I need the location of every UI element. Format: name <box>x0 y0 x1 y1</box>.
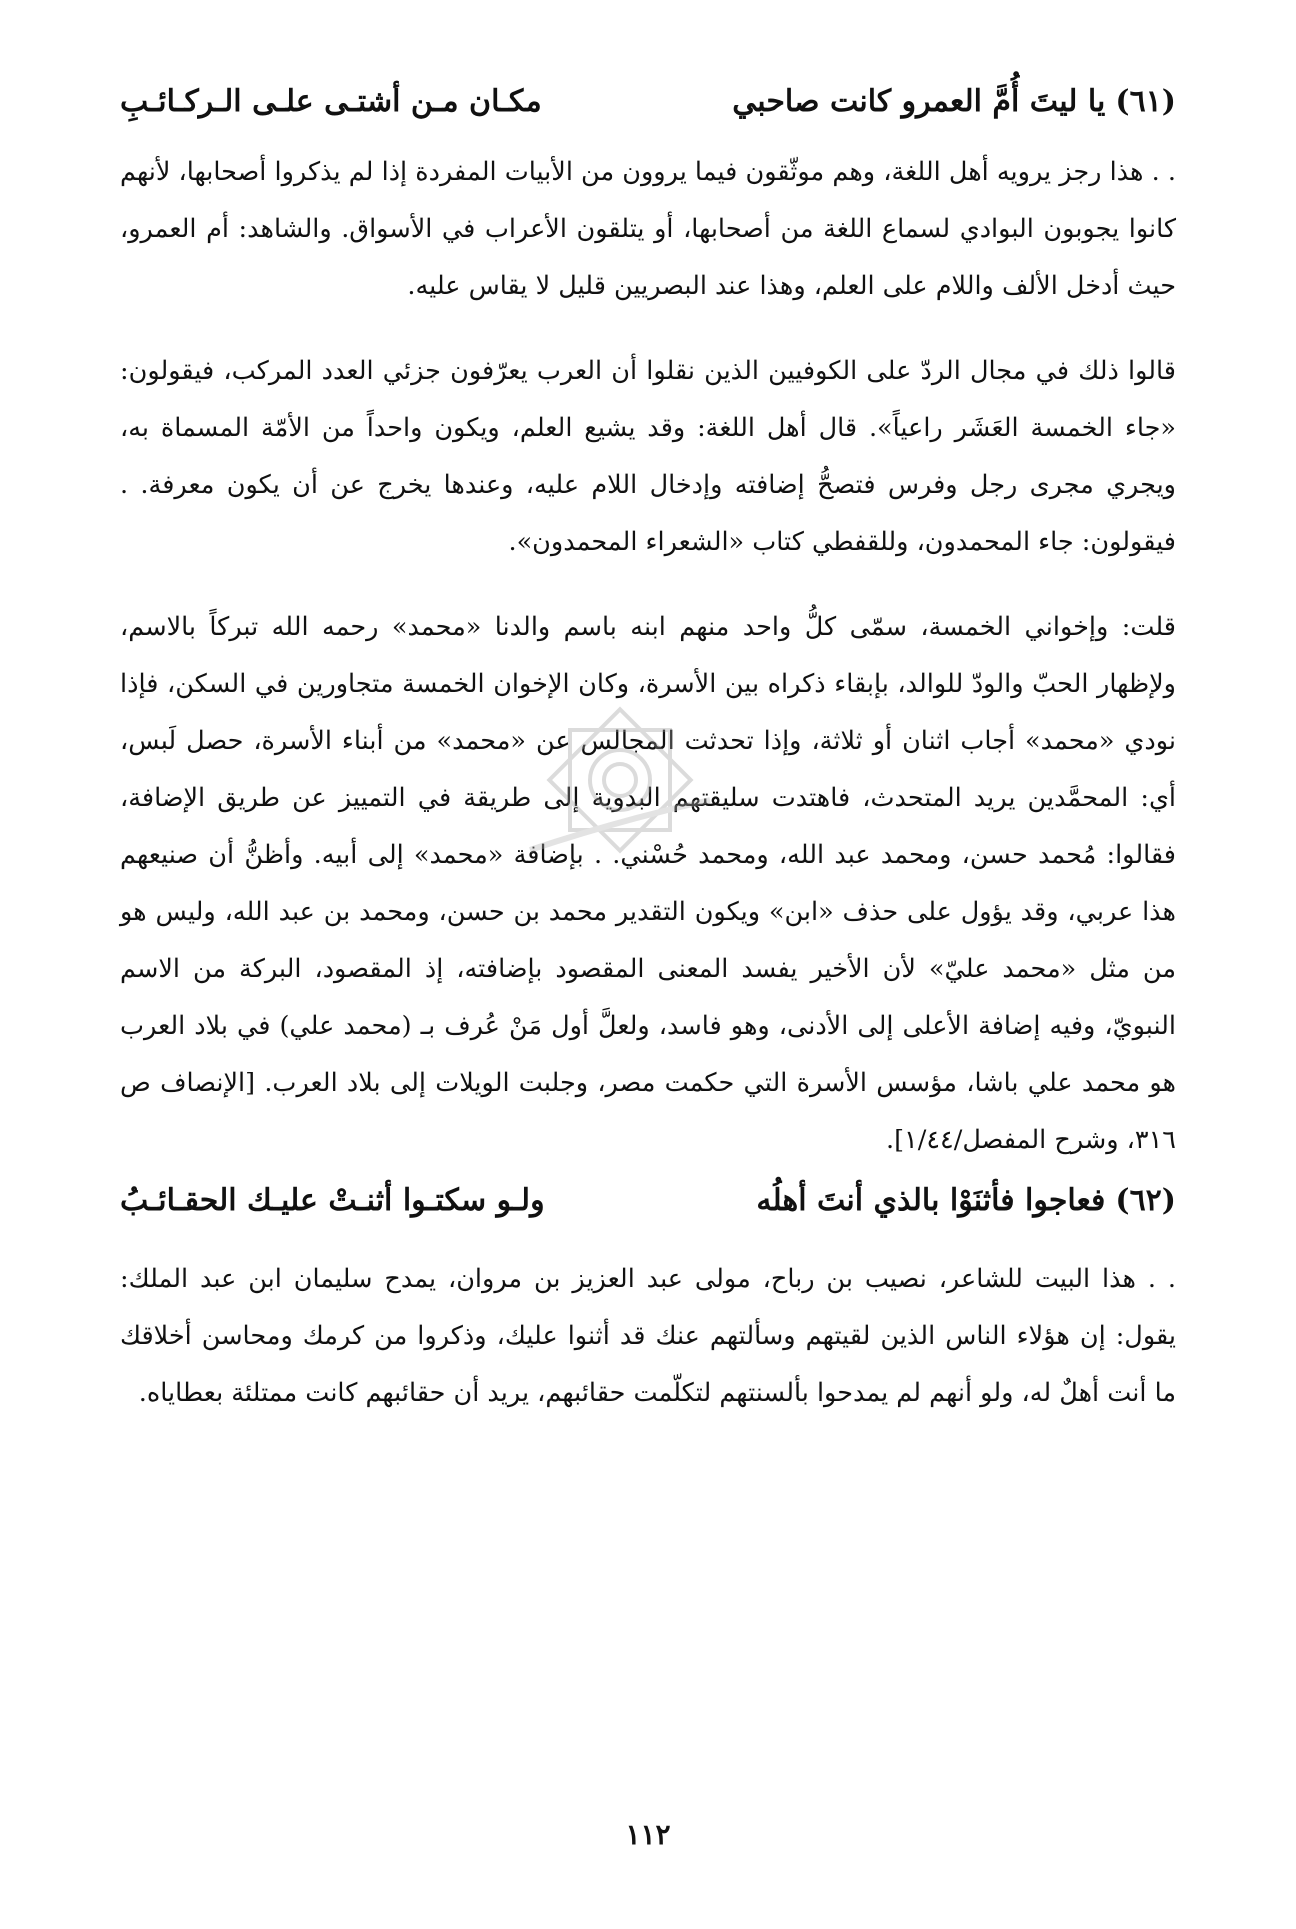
page-number: ١١٢ <box>625 1818 671 1851</box>
commentary-paragraph: . . هذا رجز يرويه أهل اللغة، وهم موثّقون فيما يروون من الأبيات المفردة إذا لم يذكروا أصحابها، لأنهم كانوا يجوبون البوادي لسماع اللغة من أصحابها، أو يتلقون الأعراب في الأسواق. والشاهد: أم العمرو، حيث أدخل الألف واللام على العلم، وهذا عند البصريين قليل لا يقاس عليه. <box>120 157 1176 301</box>
commentary-paragraph: قلت: وإخواني الخمسة، سمّى كلُّ واحد منهم ابنه باسم والدنا «محمد» رحمه الله تبركاً بالاسم، ولإظهار الحبّ والودّ للوالد، بإبقاء ذكراه بين الأسرة، وكان الإخوان الخمسة متجاورين في السكن، فإذا نودي «محمد» أجاب اثنان أو ثلاثة، وإذا تحدثت المجالس عن «محمد» من أبناء الأسرة، حصل لَبس، أي: المحمَّدين يريد المتحدث، فاهتدت سليقتهم البدوية إلى طريقة في التمييز عن طريق الإضافة، فقالوا: مُحمد حسن، ومحمد عبد الله، ومحمد حُسْني. . بإضافة «محمد» إلى أبيه. وأظنُّ أن صنيعهم هذا عربي، وقد يؤول على حذف «ابن» ويكون التقدير محمد بن حسن، ومحمد بن عبد الله، وليس هو من مثل «محمد عليّ» لأن الأخير يفسد المعنى المقصود بإضافته، إذ المقصود، البركة من الاسم النبويّ، وفيه إضافة الأعلى إلى الأدنى، وهو فاسد، ولعلَّ أول مَنْ عُرف بـ (محمد علي) في بلاد العرب هو محمد علي باشا، مؤسس الأسرة التي حكمت مصر، وجلبت الويلات إلى بلاد العرب. [الإنصاف ص ٣١٦، وشرح المفصل/١/٤٤]. <box>120 612 1176 1155</box>
verse-number: (٦١) <box>1115 84 1176 119</box>
commentary-paragraph: . . هذا البيت للشاعر، نصيب بن رباح، مولى عبد العزيز بن مروان، يمدح سليمان ابن عبد الملك: يقول: إن هؤلاء الناس الذين لقيتهم وسألتهم عنك قد أثنوا عليك، وذكروا من كرمك ومحاسن أخلاقك ما أنت أهلٌ له، ولو أنهم لم يمدحوا بألسنتهم لتكلّمت حقائبهم، يريد أن حقائبهم كانت ممتلئة بعطاياه. <box>120 1264 1176 1408</box>
verse-number: (٦٢) <box>1115 1183 1176 1218</box>
verse-61 <box>120 78 1176 126</box>
verse-hemistich-first: يا ليتَ أُمَّ العمرو كانت صاحبي <box>732 84 1106 119</box>
commentary-paragraph: قالوا ذلك في مجال الردّ على الكوفيين الذين نقلوا أن العرب يعرّفون جزئي العدد المركب، فيقولون: «جاء الخمسة العَشَر راعياً». قال أهل اللغة: وقد يشيع العلم، ويكون واحداً من الأمّة المسماة به، ويجري مجرى رجل وفرس فتصحُّ إضافته وإدخال اللام عليه، وعندها يخرج عن أن يكون معرفة. . فيقولون: جاء المحمدون، وللقفطي كتاب «الشعراء المحمدون». <box>120 356 1176 557</box>
verse-hemistich-second: ولـو سكتـوا أثنـتْ عليـك الحقـائـبُ <box>120 1183 545 1218</box>
verse-hemistich-second: مكـان مـن أشتـى علـى الـركـائـبِ <box>120 84 542 119</box>
verse-62 <box>120 1177 1176 1225</box>
verse-hemistich-first: فعاجوا فأثنَوْا بالذي أنتَ أهلُه <box>756 1183 1106 1218</box>
